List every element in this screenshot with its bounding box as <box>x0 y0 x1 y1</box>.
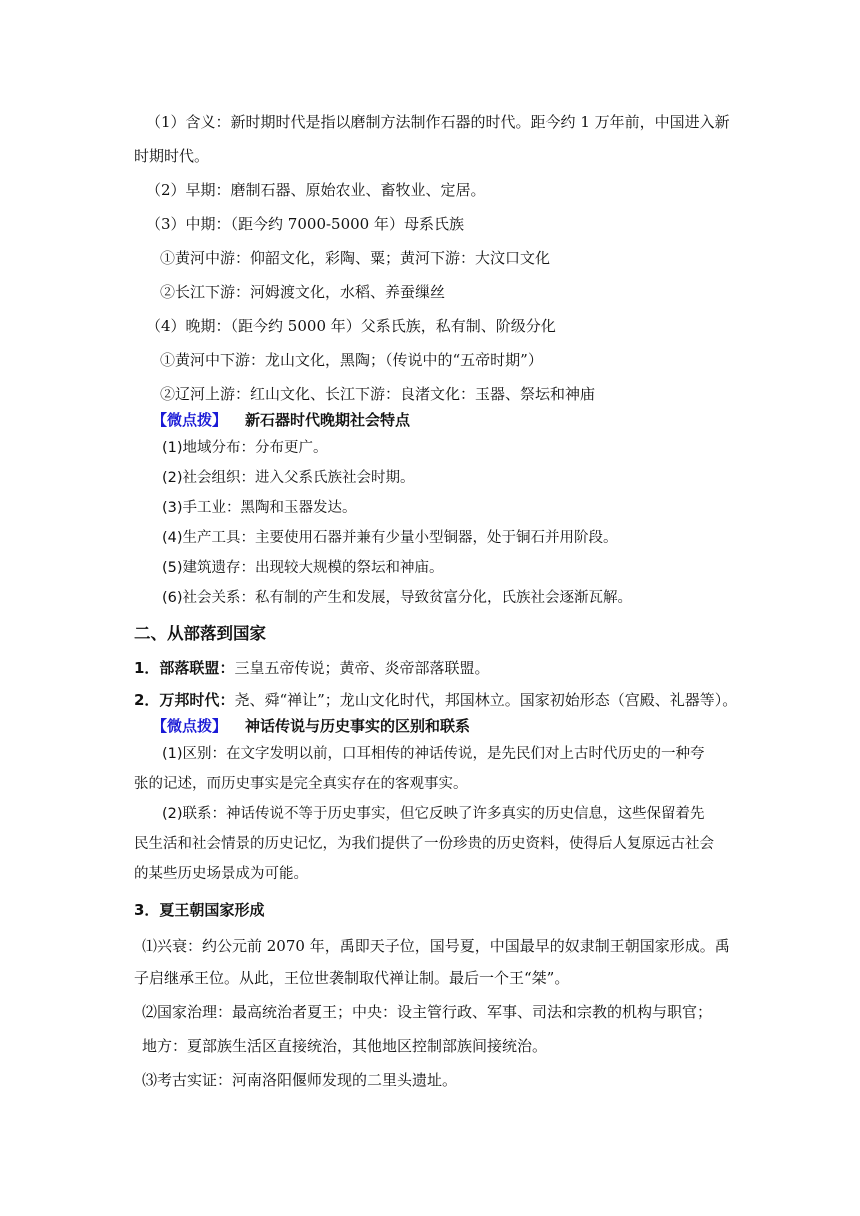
late-yellow-river-line: ①黄河中下游：龙山文化，黑陶；（传说中的“五帝时期”） <box>160 351 543 369</box>
late-liao-yangtze-line: ②辽河上游：红山文化、长江下游：良渚文化：玉器、祭坛和神庙 <box>160 385 596 403</box>
tip1-item-2: (2)社会组织：进入父系氏族社会时期。 <box>162 470 415 486</box>
tip2-difference-line-1: (1)区别：在文字发明以前，口耳相传的神话传说，是先民们对上古时代历史的一种夸 <box>162 746 705 762</box>
xia-governance-line-1: ⑵国家治理：最高统治者夏王；中央：设主管行政、军事、司法和宗教的机构与职官； <box>142 1003 713 1021</box>
xia-rise-line-2: 子启继承王位。从此，王位世袭制取代禅让制。最后一个王“桀”。 <box>134 969 570 987</box>
xia-archaeology-line: ⑶考古实证：河南洛阳偃师发现的二里头遗址。 <box>142 1071 458 1089</box>
myriad-states-line <box>134 690 737 710</box>
tip2-connection-line-3: 的某些历史场景成为可能。 <box>134 866 308 882</box>
myriad-states-label: 2．万邦时代： <box>134 691 235 709</box>
tip2-connection-line-2: 民生活和社会情景的历史记忆，为我们提供了一份珍贵的历史资料，使得后人复原远古社会 <box>134 836 714 852</box>
tip-tag: 【微点拨】 <box>152 411 228 429</box>
tip-title: 新石器时代晚期社会特点 <box>245 411 411 429</box>
tip1-item-6: (6)社会关系：私有制的产生和发展，导致贫富分化，氏族社会逐渐瓦解。 <box>162 590 633 606</box>
middle-yangtze-line: ②长江下游：河姆渡文化，水稻、养蚕缫丝 <box>160 283 446 301</box>
early-period-line: （2）早期：磨制石器、原始农业、畜牧业、定居。 <box>146 181 486 199</box>
tip1-item-3: (3)手工业：黑陶和玉器发达。 <box>162 500 357 516</box>
middle-period-line: （3）中期：（距今约 7000-5000 年）母系氏族 <box>146 215 464 233</box>
section-heading: 二、从部落到国家 <box>134 624 266 643</box>
xia-governance-line-2: 地方：夏部族生活区直接统治，其他地区控制部族间接统治。 <box>142 1037 548 1055</box>
tip1-item-4: (4)生产工具：主要使用石器并兼有少量小型铜器，处于铜石并用阶段。 <box>162 530 618 546</box>
myriad-states-text: 尧、舜“禅让”；龙山文化时代，邦国林立。国家初始形态（宫殿、礼器等）。 <box>234 691 738 709</box>
tip-title: 神话传说与历史事实的区别和联系 <box>245 717 471 735</box>
definition-line-1: （1）含义：新时期时代是指以磨制方法制作石器的时代。距今约 1 万年前，中国进入新 <box>146 113 730 131</box>
tip-heading-2 <box>152 716 470 736</box>
middle-yellow-river-line: ①黄河中游：仰韶文化，彩陶、粟；黄河下游：大汶口文化 <box>160 249 551 267</box>
tip1-item-5: (5)建筑遗存：出现较大规模的祭坛和神庙。 <box>162 560 444 576</box>
tip-tag: 【微点拨】 <box>152 717 228 735</box>
tribal-alliance-label: 1．部落联盟： <box>134 659 235 677</box>
tribal-alliance-text: 三皇五帝传说；黄帝、炎帝部落联盟。 <box>234 659 490 677</box>
tip2-difference-line-2: 张的记述，而历史事实是完全真实存在的客观事实。 <box>134 776 468 792</box>
tip-heading-1 <box>152 410 410 430</box>
xia-rise-line-1: ⑴兴衰：约公元前 2070 年，禹即天子位，国号夏，中国最早的奴隶制王朝国家形成。禹 <box>142 937 730 955</box>
tip1-item-1: (1)地域分布：分布更广。 <box>162 440 328 456</box>
late-period-line: （4）晚期：（距今约 5000 年）父系氏族，私有制、阶级分化 <box>146 317 556 335</box>
tribal-alliance-line <box>134 658 489 678</box>
tip2-connection-line-1: (2)联系：神话传说不等于历史事实，但它反映了许多真实的历史信息，这些保留着先 <box>162 806 705 822</box>
xia-heading: 3．夏王朝国家形成 <box>134 901 265 919</box>
definition-line-2: 时期时代。 <box>134 147 210 165</box>
